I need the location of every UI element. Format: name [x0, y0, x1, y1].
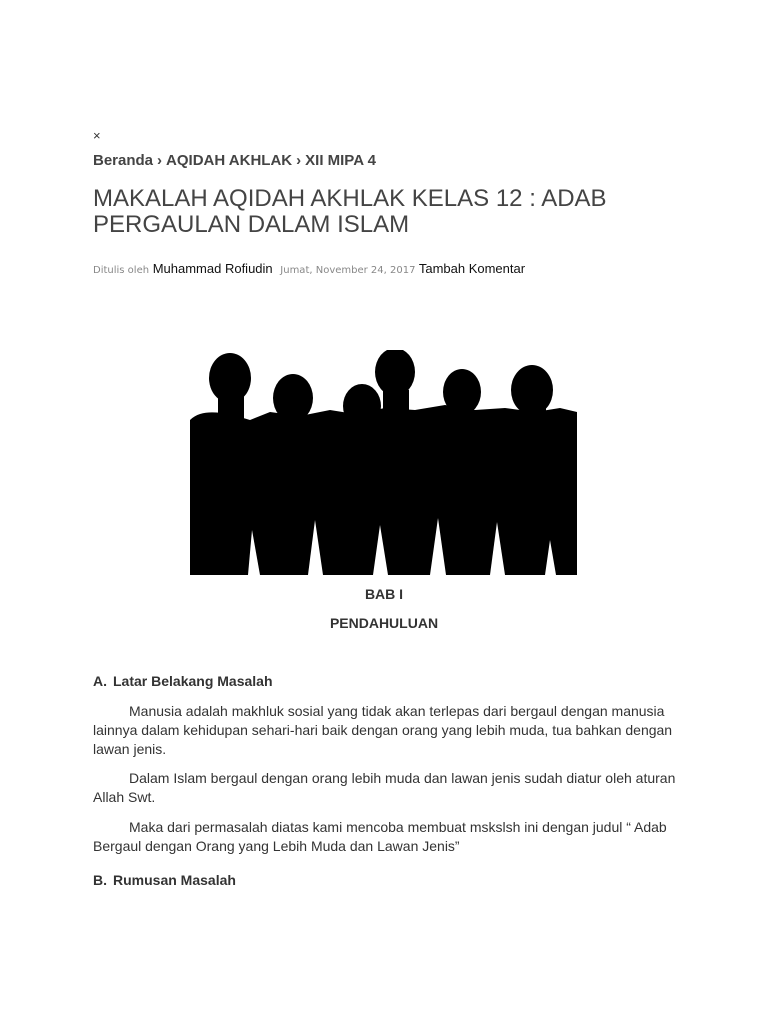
- chapter-title: PENDAHULUAN: [329, 615, 439, 631]
- written-by-label: Ditulis oleh: [93, 265, 150, 276]
- section-b-title: Rumusan Masalah: [113, 872, 236, 888]
- paragraph: Maka dari permasalah diatas kami mencoba membuat mskslsh ini dengan judul “ Adab Bergaul dengan Orang yang Lebih Muda dan Lawan Jenis”: [93, 819, 667, 854]
- breadcrumb-category-link[interactable]: AQIDAH AKHLAK: [166, 152, 293, 169]
- add-comment-link[interactable]: Tambah Komentar: [418, 261, 526, 276]
- chapter-number: BAB I: [364, 586, 404, 602]
- breadcrumb-separator: ›: [157, 152, 163, 169]
- section-a-number: A.: [93, 673, 107, 689]
- article-meta: [93, 261, 525, 276]
- section-a-heading: [93, 673, 273, 689]
- breadcrumb-subcategory-link[interactable]: XII MIPA 4: [305, 152, 376, 169]
- section-b-heading: [93, 872, 236, 888]
- breadcrumb: [93, 152, 376, 169]
- section-b-number: B.: [93, 872, 107, 888]
- paragraph: Manusia adalah makhluk sosial yang tidak akan terlepas dari bergaul dengan manusia lainnya dalam kehidupan sehari-hari baik dengan orang yang lebih muda, tua bahkan dengan lawan jenis.: [93, 703, 673, 757]
- paragraph: Dalam Islam bergaul dengan orang lebih muda dan lawan jenis sudah diatur oleh aturan Allah Swt.: [93, 770, 676, 805]
- author-link[interactable]: Muhammad Rofiudin: [152, 261, 273, 276]
- article-title: MAKALAH AQIDAH AKHLAK KELAS 12 : ADAB PERGAULAN DALAM ISLAM: [93, 185, 607, 238]
- breadcrumb-home-link[interactable]: Beranda: [93, 152, 154, 169]
- silhouette-group-image: [190, 350, 577, 575]
- breadcrumb-separator: ›: [296, 152, 302, 169]
- post-date: Jumat, November 24, 2017: [280, 265, 416, 276]
- close-icon[interactable]: ×: [93, 128, 101, 143]
- section-a-title: Latar Belakang Masalah: [113, 673, 273, 689]
